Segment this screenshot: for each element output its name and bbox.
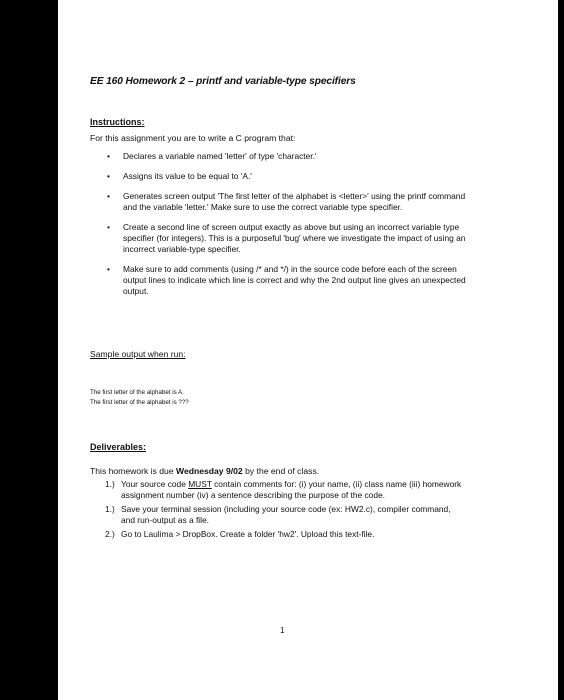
- list-item: [107, 171, 477, 182]
- item-number: 1.): [105, 504, 115, 514]
- right-dark-margin: [558, 0, 564, 700]
- sample-output-line: The first letter of the alphabet is ???: [90, 398, 189, 406]
- document-page: [58, 0, 558, 700]
- list-item: [107, 264, 477, 297]
- instructions-list: [107, 151, 477, 306]
- bullet-icon: •: [107, 171, 110, 181]
- sample-output-line: The first letter of the alphabet is A.: [90, 389, 184, 396]
- left-dark-margin: [0, 0, 58, 700]
- emphasis-must: MUST: [188, 479, 212, 489]
- list-item: [107, 191, 477, 213]
- sample-output-heading: Sample output when run:: [90, 349, 186, 359]
- bullet-icon: •: [107, 151, 110, 161]
- item-number: 2.): [105, 529, 115, 539]
- bullet-icon: •: [107, 191, 110, 201]
- deliverables-list: [105, 479, 465, 543]
- due-date: Wednesday 9/02: [175, 466, 243, 476]
- bullet-text: Create a second line of screen output exactly as above but using an incorrect variable type specifier (for integers). This is a purposeful 'bug' where we investigate the impact of using an incorrect variable-type specifier.: [123, 222, 466, 254]
- item-number: 1.): [105, 479, 115, 489]
- instructions-heading: Instructions:: [90, 117, 145, 127]
- list-item: [107, 222, 477, 255]
- bullet-text: Declares a variable named 'letter' of type 'character.': [123, 151, 317, 161]
- deliverables-heading: Deliverables:: [90, 442, 147, 452]
- document-title: EE 160 Homework 2 – printf and variable-type specifiers: [90, 76, 356, 87]
- bullet-text: Make sure to add comments (using /* and */) in the source code before each of the screen output lines to indicate which line is correct and why the 2nd output line gives an unexpected output.: [123, 264, 466, 296]
- list-item: 1.) Your source code MUST contain comments for: (i) your name, (ii) class name (iii) homework assignment number (iv) a sentence describing the purpose of the code.: [105, 479, 462, 500]
- list-item: 1.) Save your terminal session (including your source code (ex: HW2.c), compiler command, and run-output as a file.: [105, 504, 451, 525]
- sample-output-block: [90, 388, 189, 407]
- bullet-text: Generates screen output 'The first letter of the alphabet is <letter>' using the printf command and the variable 'letter.' Make sure to use the correct variable type specifier.: [123, 191, 466, 212]
- bullet-text: Assigns its value to be equal to 'A.': [123, 171, 252, 181]
- due-date-text: This homework is due Wednesday 9/02 by the end of class.: [90, 466, 320, 476]
- bullet-icon: •: [107, 264, 110, 274]
- list-item: [107, 151, 477, 162]
- list-item: 2.) Go to Laulima > DropBox. Create a folder 'hw2'. Upload this text-file.: [105, 529, 375, 539]
- page-number: 1: [280, 626, 285, 635]
- instructions-intro: For this assignment you are to write a C program that:: [90, 133, 296, 143]
- bullet-icon: •: [107, 222, 110, 232]
